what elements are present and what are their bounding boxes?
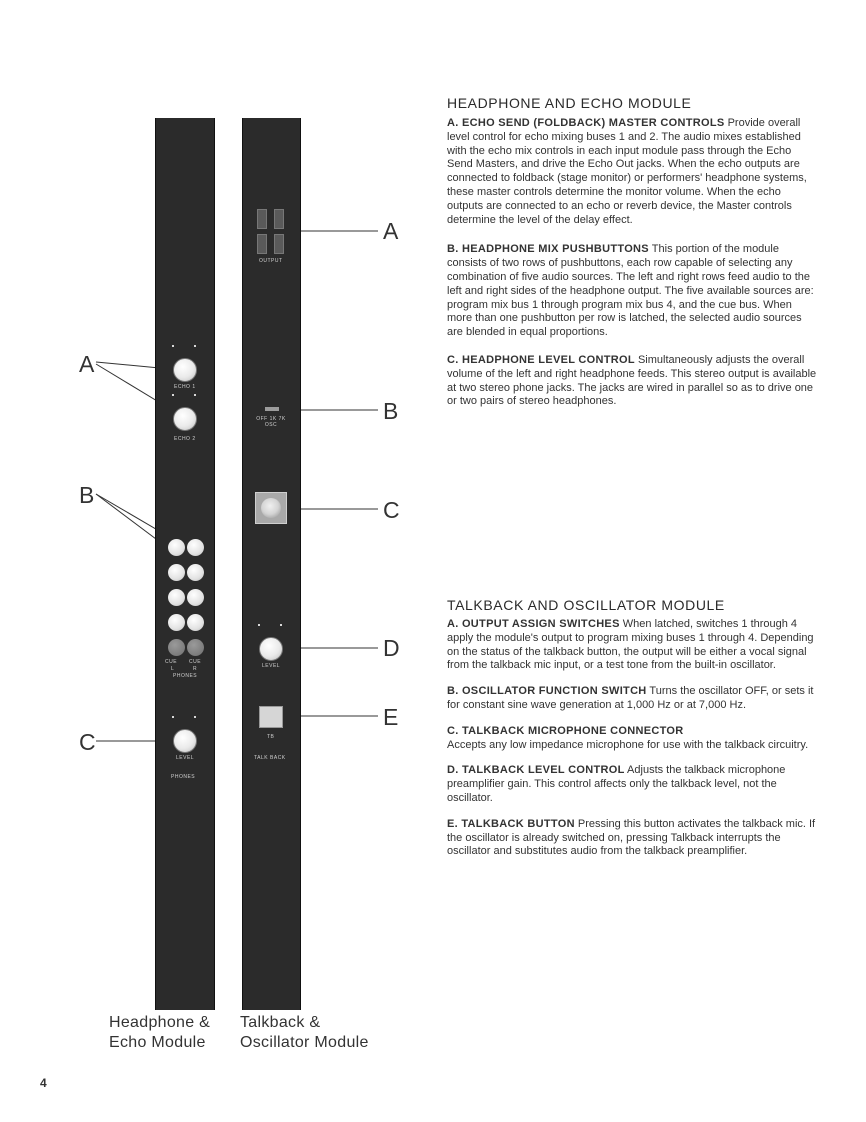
l-label: L [171,666,175,672]
talkback-item-d [447,764,817,805]
left-module-caption [109,1013,210,1053]
talkback-item-a-body: When latched, switches 1 through 4 apply the module's output to program mixing buses 1 through 4. Depending on the status of the talkback button, the output will be either a vocal signal from the talkback mic input, or a test tone from the built-in oscillator. [447,618,814,672]
oscillator-function-switch[interactable] [265,407,279,411]
headphone-section-body [447,117,817,421]
talkback-oscillator-module-panel [242,118,301,1010]
headphone-right-button-2[interactable] [187,564,204,581]
talkback-item-e [447,818,817,859]
talkback-item-d-body: Adjusts the talkback microphone preamplifier gain. This control affects only the talkback level, not the oscillator. [447,764,786,804]
cue-right-label: CUE [189,659,202,665]
headphone-right-cue-button[interactable] [187,639,204,656]
headphone-left-cue-button[interactable] [168,639,185,656]
talkback-item-a [447,618,817,673]
talkback-mic-connector[interactable] [255,492,287,524]
output-label: OUTPUT [259,258,283,264]
headphone-item-b-body: This portion of the module consists of two rows of pushbuttons, each row capable of selecting any combination of five audio sources. The left and right rows feed audio to the left and right sides of the headphone output. The five available sources are: program mix bus 1 through program mix bus 4, and the cue bus. When more than one pushbutton per row is latched, the selected audio sources are blended in equal proportions. [447,243,814,339]
talkback-item-c [447,725,817,753]
headphone-level-knob[interactable] [173,729,197,753]
callout-right-e: E [383,704,399,730]
echo-1-knob[interactable] [173,358,197,382]
talkback-item-b-head: B. OSCILLATOR FUNCTION SWITCH [447,685,647,698]
output-assign-switch-2[interactable] [274,209,284,229]
headphone-section-title: HEADPHONE AND ECHO MODULE [447,95,692,111]
tb-label: TB [267,734,275,740]
headphone-item-b-head: B. HEADPHONE MIX PUSHBUTTONS [447,243,649,256]
talkback-section-title: TALKBACK AND OSCILLATOR MODULE [447,597,725,613]
headphone-left-button-2[interactable] [168,564,185,581]
talkback-button[interactable] [259,706,283,728]
talkback-item-d-head: D. TALKBACK LEVEL CONTROL [447,764,625,777]
headphone-left-button-1[interactable] [168,539,185,556]
callout-left-a: A [79,351,95,377]
page-number: 4 [40,1076,47,1090]
right-caption-line1: Talkback & [240,1014,321,1031]
callout-right-c: C [383,497,400,523]
callout-right-d: D [383,635,400,661]
callout-right-b: B [383,398,399,424]
headphone-item-a-head: A. ECHO SEND (FOLDBACK) MASTER CONTROLS [447,117,725,129]
r-label: R [193,666,198,672]
headphone-item-a [447,117,817,227]
headphone-item-c-body: Simultaneously adjusts the overall volume of the left and right headphone feeds. This stereo output is available at two stereo phone jacks. The jacks are wired in parallel so as to drive one or two pairs of stereo headphones. [447,353,817,408]
headphone-right-button-1[interactable] [187,539,204,556]
headphone-item-c-head: C. HEADPHONE LEVEL CONTROL [447,353,635,366]
headphone-left-button-4[interactable] [168,614,185,631]
callout-left-c: C [79,729,96,755]
right-caption-line2: Oscillator Module [240,1034,369,1051]
left-caption-line2: Echo Module [109,1034,206,1051]
cue-left-label: CUE [165,659,178,665]
talkback-item-c-head: C. TALKBACK MICROPHONE CONNECTOR [447,724,684,737]
talkback-section-body [447,618,817,871]
headphone-item-a-body: Provide overall level control for echo mixing buses 1 and 2. The audio mixes established with the echo mix controls in each input module pass through the Echo Send Masters, and drive the Echo Out jacks. When the echo outputs are connected to foldback (stage monitor) or performers' headphone systems, these master controls determine the monitor volume. When the echo outputs are connected to an echo or reverb device, the Master controls determine the level of the delay effect. [447,117,807,226]
talkback-item-e-head: E. TALKBACK BUTTON [447,817,575,830]
callout-right-a: A [383,218,399,244]
callout-left-b: B [79,482,95,508]
headphone-item-c [447,354,817,409]
output-assign-switch-3[interactable] [257,234,267,254]
echo-2-label: ECHO 2 [174,436,196,442]
talkback-item-b-body: Turns the oscillator OFF, or sets it for constant sine wave generation at 1,000 Hz or at 7,000 Hz. [447,685,814,711]
echo-2-knob[interactable] [173,407,197,431]
xlr-socket-icon [261,498,281,518]
talkback-item-e-body: Pressing this button activates the talkback mic. If the oscillator is already switched on, pressing Talkback interrupts the oscillator and substitutes audio from the talkback preamplifier. [447,817,816,858]
left-caption-line1: Headphone & [109,1014,211,1031]
right-module-caption [240,1013,369,1053]
talkback-item-a-head: A. OUTPUT ASSIGN SWITCHES [447,618,620,630]
headphone-right-button-3[interactable] [187,589,204,606]
echo-1-label: ECHO 1 [174,384,196,390]
output-assign-switch-4[interactable] [274,234,284,254]
talkback-level-knob[interactable] [259,637,283,661]
phones-group-label: PHONES [173,673,198,679]
phones-level-label: LEVEL [176,755,195,761]
osc-label: OFF 1K 7K OSC [256,416,286,428]
output-assign-switch-1[interactable] [257,209,267,229]
talkback-footer-label: TALK BACK [254,755,286,761]
phones-footer-label: PHONES [171,774,196,780]
headphone-left-button-3[interactable] [168,589,185,606]
talkback-item-c-body: Accepts any low impedance microphone for use with the talkback circuitry. [447,738,809,751]
talkback-level-label: LEVEL [262,663,281,669]
headphone-right-button-4[interactable] [187,614,204,631]
talkback-item-b [447,685,817,713]
headphone-echo-module-panel [155,118,215,1010]
headphone-item-b [447,243,817,340]
